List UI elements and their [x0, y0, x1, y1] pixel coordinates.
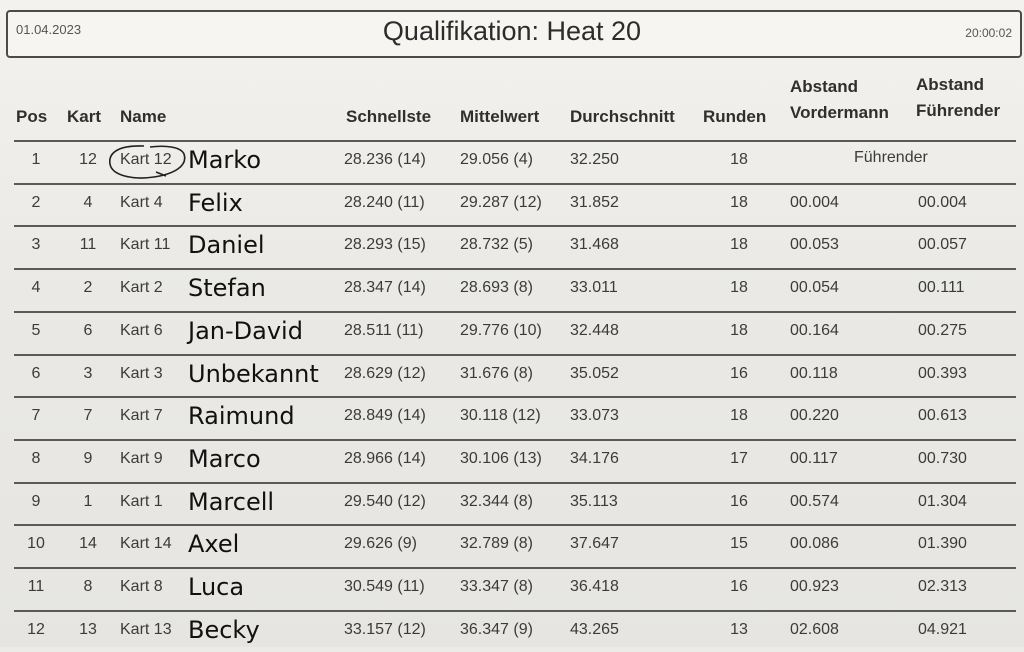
cell-kart: 3	[83, 364, 93, 382]
cell-fastest-lap: 33.157 (12)	[344, 620, 426, 638]
cell-kart-name: Kart 1	[120, 492, 163, 510]
cell-laps: 15	[730, 535, 748, 553]
table-row	[14, 439, 1016, 481]
table-row	[14, 396, 1016, 438]
col-header-gap-previous-line2: Vordermann	[790, 103, 889, 122]
cell-pos: 2	[31, 193, 41, 211]
cell-pos: 4	[31, 279, 41, 297]
table-row	[14, 311, 1016, 353]
cell-pos: 9	[31, 492, 41, 510]
handwritten-driver-name: Stefan	[188, 274, 266, 303]
col-header-gap-leader	[916, 72, 1000, 124]
cell-kart: 2	[83, 279, 93, 297]
cell-kart-name: Kart 12	[120, 151, 172, 168]
cell-laps: 18	[730, 279, 748, 297]
handwritten-driver-name: Marcell	[188, 487, 275, 516]
cell-gap-leader: 00.613	[918, 407, 967, 425]
cell-mean-lap: 34.176	[570, 449, 619, 467]
header-date: 01.04.2023	[16, 22, 82, 37]
handwritten-driver-name: Daniel	[188, 231, 265, 260]
handwritten-driver-name: Marco	[188, 444, 261, 473]
cell-gap-previous: 00.164	[790, 321, 839, 339]
handwritten-driver-name: Raimund	[188, 402, 295, 431]
cell-mean-lap: 32.250	[570, 151, 619, 168]
cell-kart: 1	[83, 492, 93, 510]
cell-kart-name: Kart 13	[120, 620, 172, 638]
cell-fastest-lap: 30.549 (11)	[344, 578, 425, 595]
col-header-mean: Durchschnitt	[570, 107, 675, 126]
cell-gap-previous: 00.574	[790, 492, 839, 510]
table-row	[14, 610, 1016, 652]
cell-mean-lap: 32.448	[570, 321, 619, 339]
cell-kart-name: Kart 4	[120, 193, 163, 211]
cell-laps: 18	[730, 151, 748, 168]
handwritten-driver-name: Felix	[188, 188, 243, 217]
handwritten-driver-name: Jan-David	[188, 316, 303, 345]
cell-kart: 6	[83, 321, 93, 339]
cell-kart: 4	[83, 193, 93, 211]
cell-laps: 18	[730, 193, 748, 211]
cell-mean-lap: 33.011	[570, 279, 618, 297]
cell-pos: 12	[27, 620, 45, 638]
cell-gap-leader: 01.390	[918, 535, 967, 553]
col-header-name: Name	[120, 107, 167, 126]
cell-pos: 5	[31, 321, 41, 339]
cell-laps: 18	[730, 407, 748, 425]
col-header-gap-previous	[790, 74, 889, 126]
cell-average-lap: 30.118 (12)	[460, 407, 541, 425]
cell-laps: 16	[730, 578, 748, 595]
table-row	[14, 268, 1016, 310]
cell-kart: 13	[79, 620, 97, 638]
cell-fastest-lap: 28.629 (12)	[344, 364, 426, 382]
table-row	[14, 140, 1016, 182]
cell-mean-lap: 35.113	[570, 492, 618, 510]
cell-mean-lap: 33.073	[570, 407, 619, 425]
table-row	[14, 482, 1016, 524]
col-header-gap-leader-line1: Abstand	[916, 75, 984, 94]
cell-fastest-lap: 28.240 (11)	[344, 193, 425, 211]
cell-pos: 1	[31, 151, 41, 168]
cell-kart-name: Kart 7	[120, 407, 163, 425]
cell-gap-previous: 00.004	[790, 193, 839, 211]
cell-laps: 18	[730, 236, 748, 254]
cell-gap-leader: 00.111	[918, 279, 965, 297]
cell-gap-previous: 00.086	[790, 535, 839, 553]
cell-gap-previous: 00.118	[790, 364, 838, 382]
cell-kart: 11	[79, 236, 97, 254]
cell-laps: 16	[730, 492, 748, 510]
cell-kart: 8	[83, 578, 93, 595]
cell-mean-lap: 35.052	[570, 364, 619, 382]
handwritten-driver-name: Becky	[188, 615, 260, 644]
col-header-pos: Pos	[16, 107, 48, 126]
cell-kart: 14	[79, 535, 97, 553]
cell-gap-leader: 00.275	[918, 321, 967, 339]
cell-kart: 7	[83, 407, 93, 425]
cell-kart-name: Kart 3	[120, 364, 163, 382]
cell-gap-previous: 02.608	[790, 620, 839, 638]
cell-fastest-lap: 28.966 (14)	[344, 449, 426, 467]
cell-gap-previous: 00.053	[790, 236, 839, 254]
cell-gap-leader: 00.393	[918, 364, 967, 382]
cell-gap-previous: 00.117	[790, 449, 838, 467]
cell-average-lap: 32.789 (8)	[460, 535, 533, 553]
col-header-laps: Runden	[703, 107, 767, 126]
cell-average-lap: 28.693 (8)	[460, 279, 533, 297]
cell-mean-lap: 43.265	[570, 620, 619, 638]
table-row	[14, 225, 1016, 267]
col-header-avg: Mittelwert	[460, 107, 540, 126]
cell-kart-name: Kart 6	[120, 321, 163, 339]
cell-kart-name: Kart 2	[120, 279, 163, 297]
cell-gap-leader: 00.004	[918, 193, 967, 211]
cell-kart-name: Kart 14	[120, 535, 172, 553]
page-title: Qualifikation: Heat 20	[382, 16, 642, 46]
cell-gap-previous: 00.054	[790, 279, 839, 297]
table-row	[14, 567, 1016, 609]
cell-pos: 7	[31, 407, 41, 425]
handwritten-driver-name: Axel	[188, 530, 240, 559]
cell-average-lap: 28.732 (5)	[460, 236, 533, 254]
cell-average-lap: 36.347 (9)	[460, 620, 533, 638]
cell-average-lap: 29.056 (4)	[460, 151, 533, 168]
cell-kart: 12	[79, 151, 97, 168]
handwritten-driver-name: Unbekannt	[188, 359, 319, 388]
cell-kart-name: Kart 8	[120, 578, 163, 595]
cell-laps: 17	[730, 449, 748, 467]
cell-mean-lap: 36.418	[570, 578, 619, 595]
cell-average-lap: 30.106 (13)	[460, 449, 542, 467]
cell-fastest-lap: 28.236 (14)	[344, 151, 426, 168]
cell-gap-previous: 00.220	[790, 407, 839, 425]
cell-gap-previous: 00.923	[790, 578, 839, 595]
cell-laps: 16	[730, 364, 748, 382]
handwritten-driver-name: Marko	[188, 146, 262, 174]
cell-pos: 8	[31, 449, 41, 467]
cell-gap-leader: 02.313	[918, 578, 967, 595]
cell-mean-lap: 31.468	[570, 236, 619, 254]
cell-fastest-lap: 28.511 (11)	[344, 321, 424, 339]
cell-average-lap: 33.347 (8)	[460, 578, 533, 595]
cell-average-lap: 29.287 (12)	[460, 193, 542, 211]
cell-fastest-lap: 28.347 (14)	[344, 279, 426, 297]
cell-gap-leader: 00.057	[918, 236, 967, 254]
col-header-kart: Kart	[67, 107, 102, 126]
cell-kart-name: Kart 9	[120, 449, 163, 467]
col-header-best: Schnellste	[346, 107, 432, 126]
cell-fastest-lap: 29.540 (12)	[344, 492, 426, 510]
cell-laps: 18	[730, 321, 748, 339]
table-row	[14, 354, 1016, 396]
cell-leader-label: Führender	[854, 149, 928, 166]
cell-kart: 9	[83, 449, 93, 467]
cell-fastest-lap: 29.626 (9)	[344, 535, 417, 553]
table-row	[14, 183, 1016, 225]
cell-mean-lap: 37.647	[570, 535, 619, 553]
cell-pos: 6	[31, 364, 41, 382]
col-header-gap-previous-line1: Abstand	[790, 77, 858, 96]
cell-average-lap: 31.676 (8)	[460, 364, 533, 382]
cell-gap-leader: 00.730	[918, 449, 967, 467]
cell-average-lap: 32.344 (8)	[460, 492, 533, 510]
cell-kart-name: Kart 11	[120, 236, 171, 254]
cell-laps: 13	[730, 620, 748, 638]
header-time: 20:00:02	[965, 26, 1012, 40]
cell-average-lap: 29.776 (10)	[460, 321, 542, 339]
cell-gap-leader: 01.304	[918, 492, 967, 510]
cell-fastest-lap: 28.293 (15)	[344, 236, 426, 254]
cell-pos: 3	[31, 236, 41, 254]
cell-fastest-lap: 28.849 (14)	[344, 407, 426, 425]
cell-gap-leader: 04.921	[918, 620, 967, 638]
cell-pos: 10	[27, 535, 45, 553]
handwritten-driver-name: Luca	[188, 573, 245, 601]
cell-mean-lap: 31.852	[570, 193, 619, 211]
col-header-gap-leader-line2: Führender	[916, 101, 1001, 120]
table-row	[14, 524, 1016, 566]
cell-pos: 11	[27, 578, 45, 595]
